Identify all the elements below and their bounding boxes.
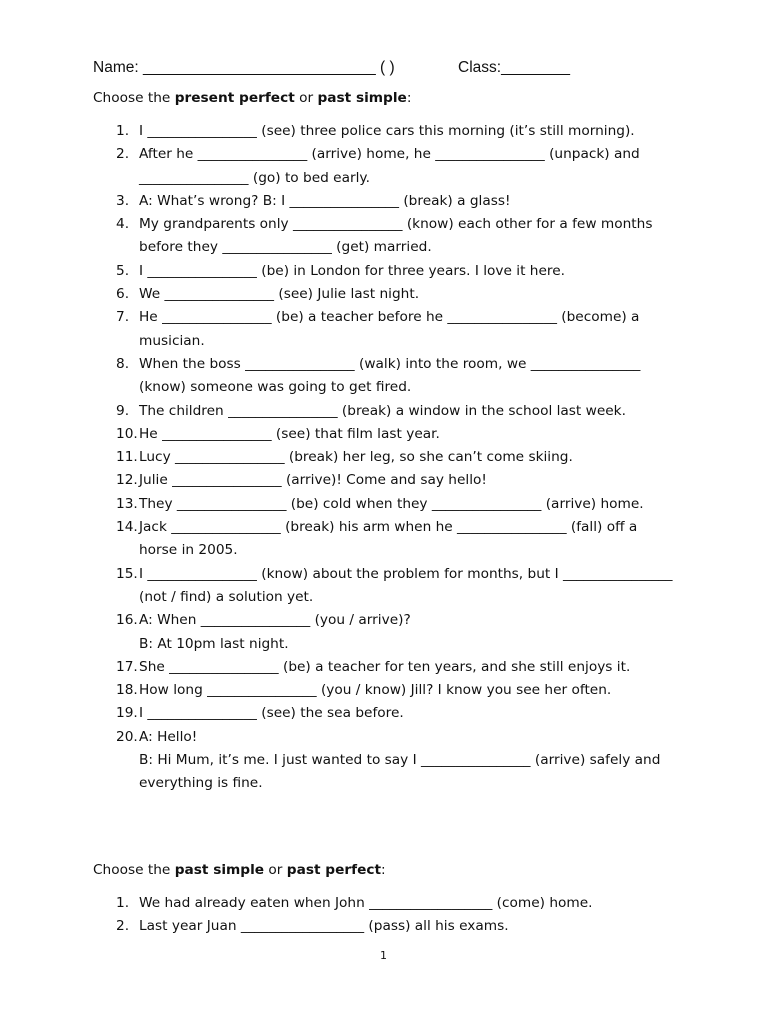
class-field-label: Class:________ <box>458 59 571 76</box>
item-text: I ________________ (know) about the problem for months, but I ________________ (not / find) a solution yet. <box>139 565 673 605</box>
item-text: When the boss ________________ (walk) into the room, we ________________ (know) someone was going to get fired. <box>139 355 641 396</box>
exercise-item <box>0 469 679 492</box>
exercise-item <box>0 423 679 446</box>
item-number: 4. <box>116 216 130 233</box>
exercise-item <box>0 306 679 353</box>
item-text: He ________________ (see) that film last year. <box>139 425 440 442</box>
item-number: 11. <box>116 449 138 466</box>
exercise-item <box>0 400 679 423</box>
exercise-list-2 <box>0 892 768 939</box>
item-text: Last year Juan __________________ (pass) all his exams. <box>139 918 509 935</box>
item-number: 8. <box>116 355 130 372</box>
item-number: 20. <box>116 728 138 745</box>
item-text: I ________________ (be) in London for three years. I love it here. <box>139 262 565 279</box>
exercise-list-1 <box>0 120 768 796</box>
item-number: 12. <box>116 472 138 489</box>
exercise-item <box>0 726 679 796</box>
item-text: Julie ________________ (arrive)! Come and say hello! <box>139 472 487 489</box>
item-text: The children ________________ (break) a window in the school last week. <box>139 402 626 419</box>
item-number: 14. <box>116 519 138 536</box>
item-number: 17. <box>116 658 138 675</box>
item-number: 2. <box>116 918 130 935</box>
item-number: 15. <box>116 565 138 582</box>
exercise-item <box>0 679 679 702</box>
exercise-item <box>0 213 679 260</box>
item-text: Lucy ________________ (break) her leg, so she can’t come skiing. <box>139 449 573 466</box>
exercise-item <box>0 892 679 915</box>
item-number: 5. <box>116 262 130 279</box>
item-text: A: Hello! <box>139 728 198 745</box>
exercise-item <box>0 446 679 469</box>
item-number: 18. <box>116 682 138 699</box>
item-number: 7. <box>116 309 130 326</box>
item-number: 1. <box>116 123 130 139</box>
item-number: 3. <box>116 192 130 209</box>
exercise-item <box>0 143 679 190</box>
item-number: 6. <box>116 286 130 303</box>
item-text: I ________________ (see) three police cars this morning (it’s still morning). <box>139 123 635 139</box>
exercise-item <box>0 656 679 679</box>
student-header <box>93 59 693 79</box>
item-text: He ________________ (be) a teacher before he ________________ (become) a musician. <box>139 309 640 349</box>
exercise-item <box>0 493 679 516</box>
item-number: 13. <box>116 495 138 512</box>
exercise-item <box>0 609 679 656</box>
item-text-line2: B: Hi Mum, it’s me. I just wanted to say I ________________ (arrive) safely and everything is fine. <box>139 752 661 792</box>
item-text: A: When ________________ (you / arrive)? <box>139 612 411 629</box>
page-number: 1 <box>380 949 387 962</box>
item-number: 9. <box>116 402 130 419</box>
item-text: A: What’s wrong? B: I ________________ (break) a glass! <box>139 192 511 209</box>
item-text: After he ________________ (arrive) home, he ________________ (unpack) and ________________ (go) to bed early. <box>139 146 640 186</box>
item-text: I ________________ (see) the sea before. <box>139 705 404 722</box>
item-number: 19. <box>116 705 138 722</box>
exercise-item <box>0 260 679 283</box>
item-text: How long ________________ (you / know) Jill? I know you see her often. <box>139 682 612 699</box>
item-number: 10. <box>116 425 138 442</box>
exercise-item <box>0 283 679 306</box>
section1-instruction: Choose the present perfect or past simple: <box>93 90 412 106</box>
exercise-item <box>0 563 679 610</box>
exercise-item <box>0 915 679 938</box>
item-text: We ________________ (see) Julie last night. <box>139 286 420 303</box>
item-text: We had already eaten when John __________________ (come) home. <box>139 895 593 911</box>
exercise-item <box>0 353 679 400</box>
item-text-line2: B: At 10pm last night. <box>139 635 289 652</box>
exercise-item <box>0 190 679 213</box>
item-text: Jack ________________ (break) his arm when he ________________ (fall) off a horse in 2005. <box>139 519 638 559</box>
item-text: My grandparents only ________________ (know) each other for a few months before they ________________ (get) married. <box>139 216 653 256</box>
section2-instruction: Choose the past simple or past perfect: <box>93 862 386 878</box>
item-number: 1. <box>116 895 130 911</box>
item-text: They ________________ (be) cold when they ________________ (arrive) home. <box>139 495 644 512</box>
exercise-item <box>0 702 679 725</box>
item-number: 2. <box>116 146 130 163</box>
exercise-item <box>0 120 679 143</box>
item-number: 16. <box>116 612 138 629</box>
name-field-label: Name: ___________________________ ( ) <box>93 59 395 76</box>
exercise-item <box>0 516 679 563</box>
item-text: She ________________ (be) a teacher for ten years, and she still enjoys it. <box>139 658 631 675</box>
